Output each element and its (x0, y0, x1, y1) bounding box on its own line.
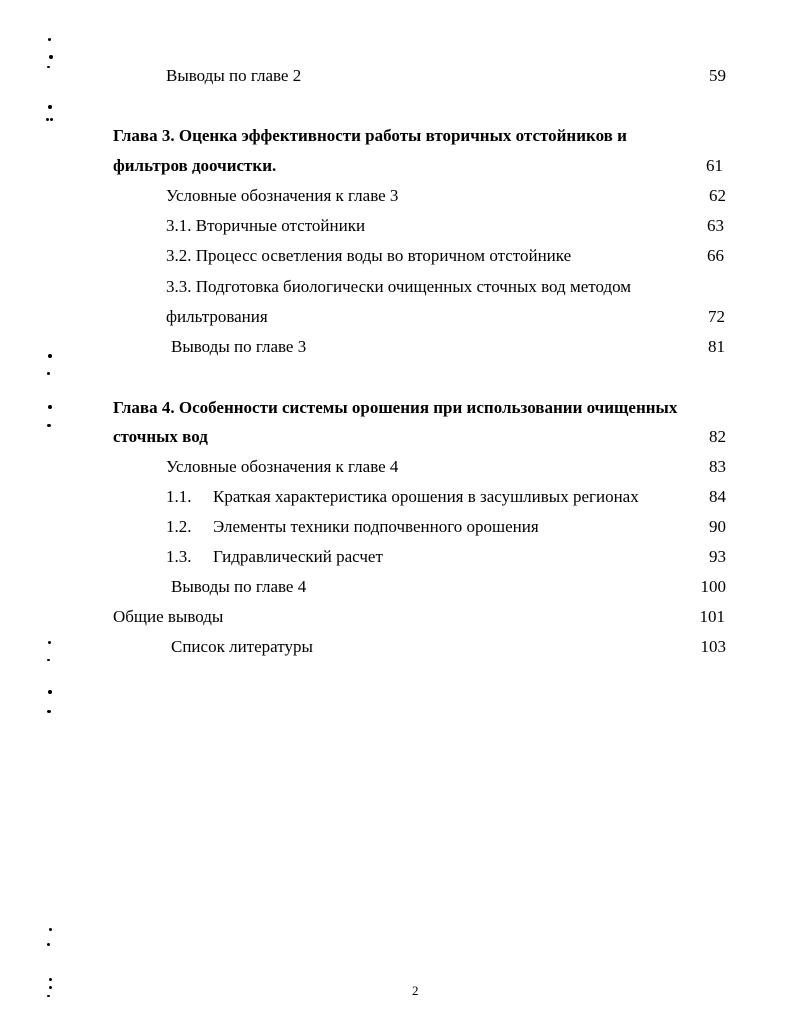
toc-page-number: 61 (706, 156, 723, 175)
toc-page-number: 72 (708, 307, 725, 326)
toc-page-number: 90 (709, 517, 726, 536)
chapter-4-title-cont: сточных вод (113, 427, 208, 446)
scan-speck (48, 105, 52, 109)
chapter-3-title-cont: фильтров доочистки. (113, 156, 277, 175)
toc-page-number: 84 (709, 487, 726, 506)
toc-page-number: 100 (700, 577, 726, 596)
toc-ch4-conclusions: Выводы по главе 4 (171, 577, 307, 596)
chapter-3-title: Глава 3. Оценка эффективности работы вторичных отстойников и (113, 126, 627, 145)
toc-ch3-section-3-cont: фильтрования (166, 307, 268, 326)
scan-speck (47, 424, 51, 427)
toc-ch4-notation: Условные обозначения к главе 4 (166, 457, 399, 476)
scan-speck (47, 372, 50, 375)
toc-ch4-section-1: Краткая характеристика орошения в засушливых регионах (213, 487, 639, 506)
scan-speck (48, 641, 51, 644)
chapter-4-title: Глава 4. Особенности системы орошения при использовании очищенных (113, 398, 678, 417)
toc-ch4-section-3: Гидравлический расчет (213, 547, 383, 566)
toc-ch3-section-1: 3.1. Вторичные отстойники (166, 216, 366, 235)
toc-ch4-section-1-number: 1.1. (166, 487, 192, 506)
toc-page-number: 59 (709, 66, 726, 85)
scan-speck (46, 118, 49, 121)
toc-page-number: 83 (709, 457, 726, 476)
scan-speck (47, 943, 50, 946)
scan-speck (47, 995, 50, 997)
toc-references: Список литературы (171, 637, 313, 656)
toc-ch3-notation: Условные обозначения к главе 3 (166, 186, 399, 205)
scan-speck (47, 659, 50, 661)
scan-speck (48, 690, 52, 694)
scan-speck (48, 354, 52, 358)
toc-ch2-conclusions: Выводы по главе 2 (166, 66, 302, 85)
scan-speck (49, 55, 53, 59)
toc-page-number: 93 (709, 547, 726, 566)
toc-ch4-section-3-number: 1.3. (166, 547, 192, 566)
scan-speck (50, 118, 53, 121)
toc-ch4-section-2-number: 1.2. (166, 517, 192, 536)
toc-ch3-section-3: 3.3. Подготовка биологически очищенных сточных вод методом (166, 277, 632, 296)
toc-page-number: 103 (700, 637, 726, 656)
scan-speck (47, 66, 50, 68)
toc-ch3-conclusions: Выводы по главе 3 (171, 337, 307, 356)
scan-speck (49, 978, 52, 981)
toc-ch4-section-2: Элементы техники подпочвенного орошения (213, 517, 539, 536)
toc-page-number: 81 (708, 337, 725, 356)
scan-speck (48, 38, 51, 41)
toc-ch3-section-2: 3.2. Процесс осветления воды во вторичном отстойнике (166, 246, 572, 265)
toc-page-number: 82 (709, 427, 726, 446)
toc-page-number: 62 (709, 186, 726, 205)
toc-general-conclusions: Общие выводы (113, 607, 224, 626)
scan-speck (48, 405, 52, 409)
scan-speck (47, 710, 51, 713)
scan-speck (49, 928, 52, 931)
scan-speck (49, 986, 52, 989)
page-number: 2 (412, 983, 419, 998)
toc-page-number: 101 (699, 607, 725, 626)
toc-page-number: 66 (707, 246, 724, 265)
toc-page-number: 63 (707, 216, 724, 235)
